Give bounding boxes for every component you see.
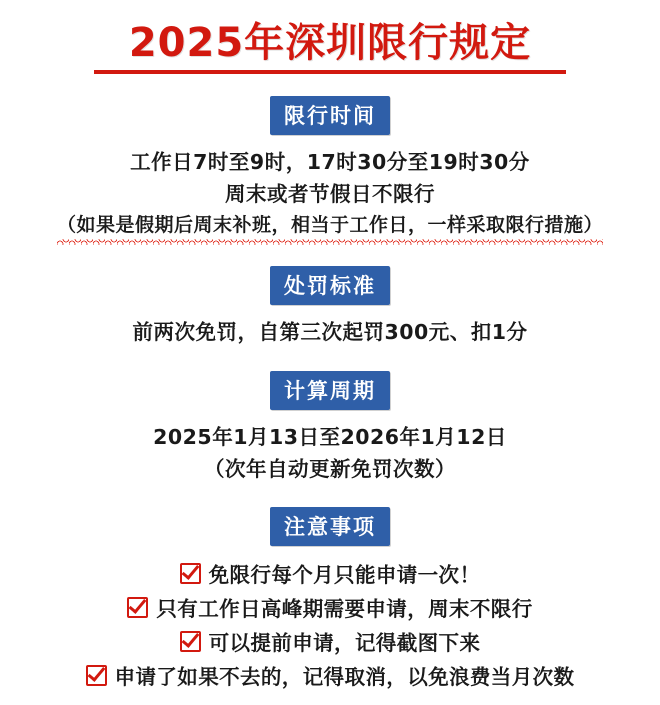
section-body-restriction-time [0, 147, 660, 244]
list-item [0, 558, 660, 588]
text-line: 前两次免罚，自第三次起罚300元、扣1分 [132, 319, 528, 344]
checkmark-icon [86, 665, 107, 686]
text-line: 周末或者节假日不限行 [225, 181, 435, 206]
section-notes [0, 507, 660, 690]
page-title: 2025年深圳限行规定 [128, 20, 532, 66]
section-header-restriction-time: 限行时间 [270, 96, 390, 135]
list-item-label: 可以提前申请，记得截图下来 [208, 631, 481, 656]
section-header-calculation-cycle: 计算周期 [270, 371, 390, 410]
list-item-label: 免限行每个月只能申请一次！ [208, 563, 481, 588]
section-body-calculation-cycle [0, 422, 660, 486]
text-line-wrapper [0, 211, 660, 244]
notes-list [0, 558, 660, 690]
checkmark-icon [127, 597, 148, 618]
text-line-wavy: （如果是假期后周末补班，相当于工作日，一样采取限行措施） [57, 211, 603, 244]
checkmark-icon [180, 563, 201, 584]
list-item-label: 申请了如果不去的，记得取消，以免浪费当月次数 [114, 665, 575, 690]
title-underline [94, 70, 566, 74]
text-line: 工作日7时至9时，17时30分至19时30分 [130, 150, 530, 174]
section-restriction-time [0, 96, 660, 244]
checkmark-icon [180, 631, 201, 652]
section-calculation-cycle [0, 371, 660, 486]
section-header-notes: 注意事项 [270, 507, 390, 546]
list-item-label: 只有工作日高峰期需要申请，周末不限行 [156, 597, 533, 622]
section-header-penalty-standard: 处罚标准 [270, 266, 390, 305]
list-item [0, 660, 660, 690]
list-item [0, 626, 660, 656]
text-line: 2025年1月13日至2026年1月12日 [153, 424, 507, 449]
section-penalty-standard [0, 266, 660, 349]
text-line: （次年自动更新免罚次数） [204, 456, 456, 481]
section-body-penalty-standard [0, 317, 660, 349]
list-item [0, 592, 660, 622]
